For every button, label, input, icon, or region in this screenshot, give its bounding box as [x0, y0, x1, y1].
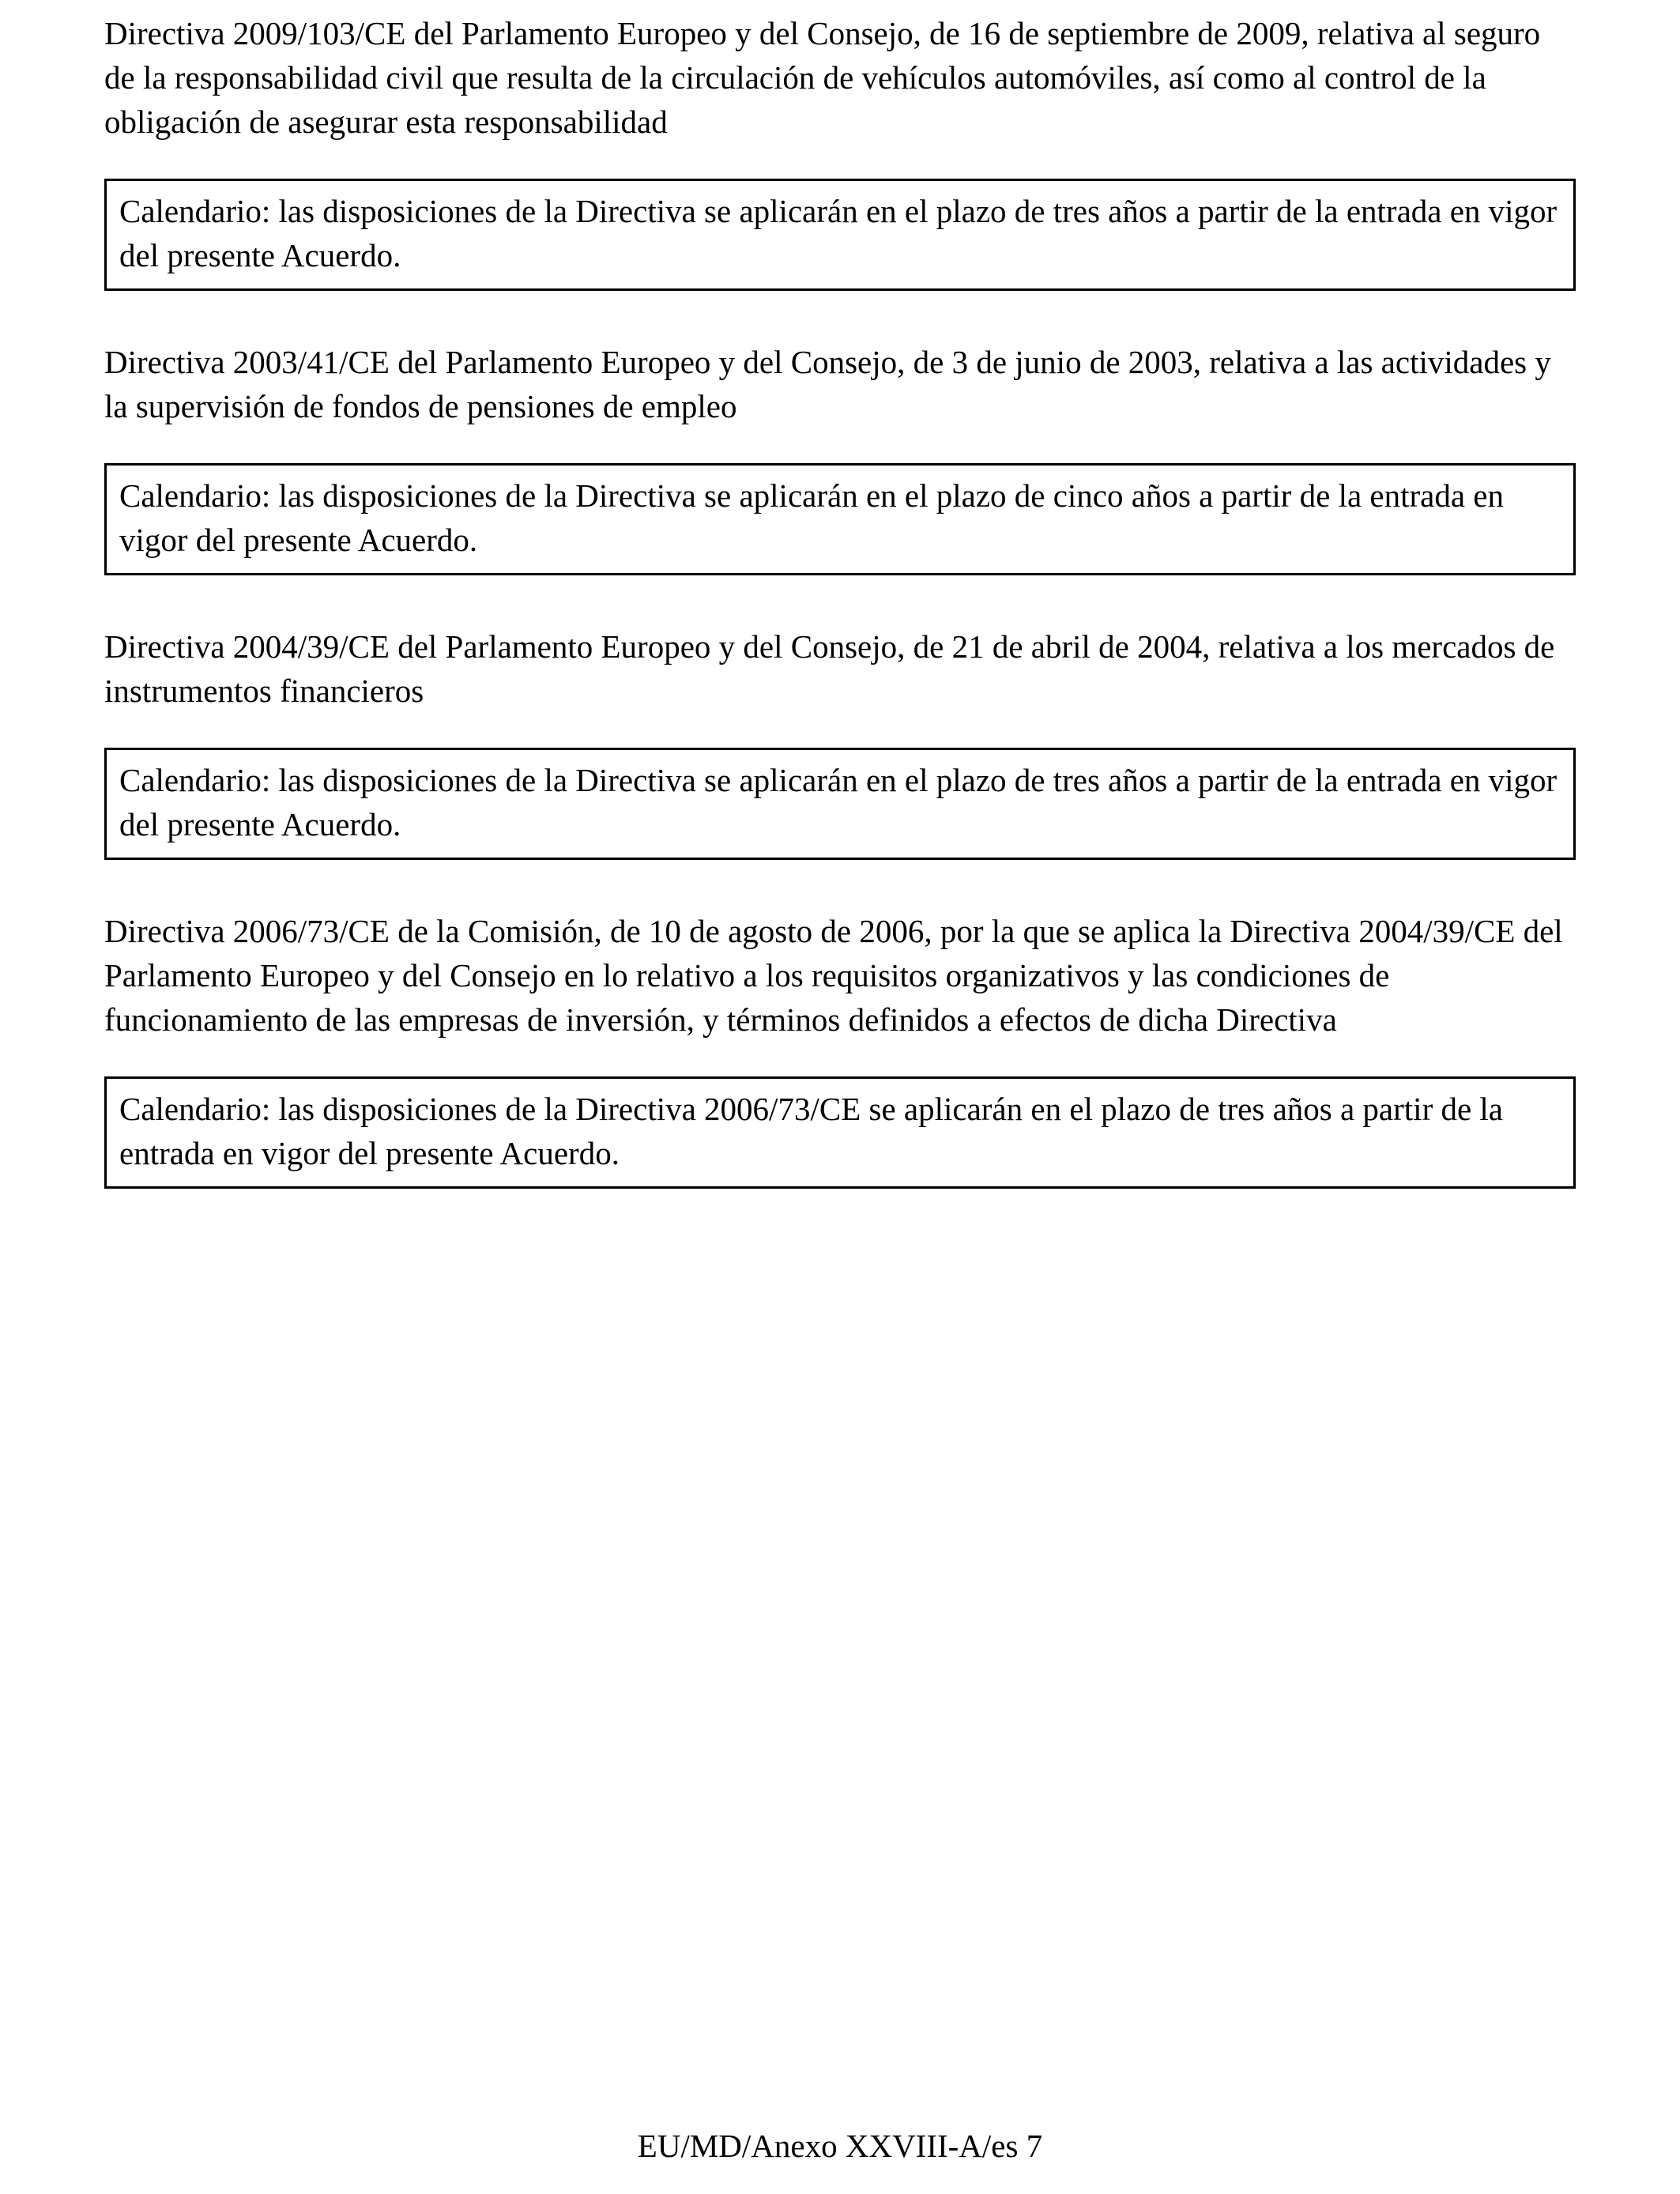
directive-paragraph-2006-73: Directiva 2006/73/CE de la Comisión, de 10 de agosto de 2006, por la que se aplica la Directiva 2004/39/CE del Parlamento Europeo y del Consejo en lo relativo a los requisitos organizativos y las condiciones de funcionamiento de las empresas de inversión, y términos definidos a efectos de dicha Directiva [104, 913, 1563, 1038]
page-footer: EU/MD/Anexo XXVIII-A/es 7 [637, 2128, 1043, 2164]
calendar-box-3 [104, 748, 1576, 860]
directive-paragraph-2004-39: Directiva 2004/39/CE del Parlamento Europeo y del Consejo, de 21 de abril de 2004, relativa a los mercados de instrumentos financieros [104, 628, 1555, 709]
calendar-box-4 [104, 1076, 1576, 1189]
calendar-box-1 [104, 179, 1576, 291]
directive-paragraph-2009-103: Directiva 2009/103/CE del Parlamento Europeo y del Consejo, de 16 de septiembre de 2009, relativa al seguro de la responsabilidad civil que resulta de la circulación de vehículos automóviles, así como al control de la obligación de asegurar esta responsabilidad [104, 15, 1541, 140]
directive-paragraph-2003-41: Directiva 2003/41/CE del Parlamento Europeo y del Consejo, de 3 de junio de 2003, relativa a las actividades y la supervisión de fondos de pensiones de empleo [104, 344, 1551, 424]
calendar-box-text: Calendario: las disposiciones de la Directiva se aplicarán en el plazo de tres años a partir de la entrada en vigor del presente Acuerdo. [119, 193, 1558, 273]
calendar-box-text: Calendario: las disposiciones de la Directiva se aplicarán en el plazo de cinco años a partir de la entrada en vigor del presente Acuerdo. [119, 477, 1505, 558]
calendar-box-2 [104, 463, 1576, 575]
calendar-box-text: Calendario: las disposiciones de la Directiva 2006/73/CE se aplicarán en el plazo de tres años a partir de la entrada en vigor del presente Acuerdo. [119, 1091, 1504, 1171]
calendar-box-text: Calendario: las disposiciones de la Directiva se aplicarán en el plazo de tres años a partir de la entrada en vigor del presente Acuerdo. [119, 762, 1558, 843]
